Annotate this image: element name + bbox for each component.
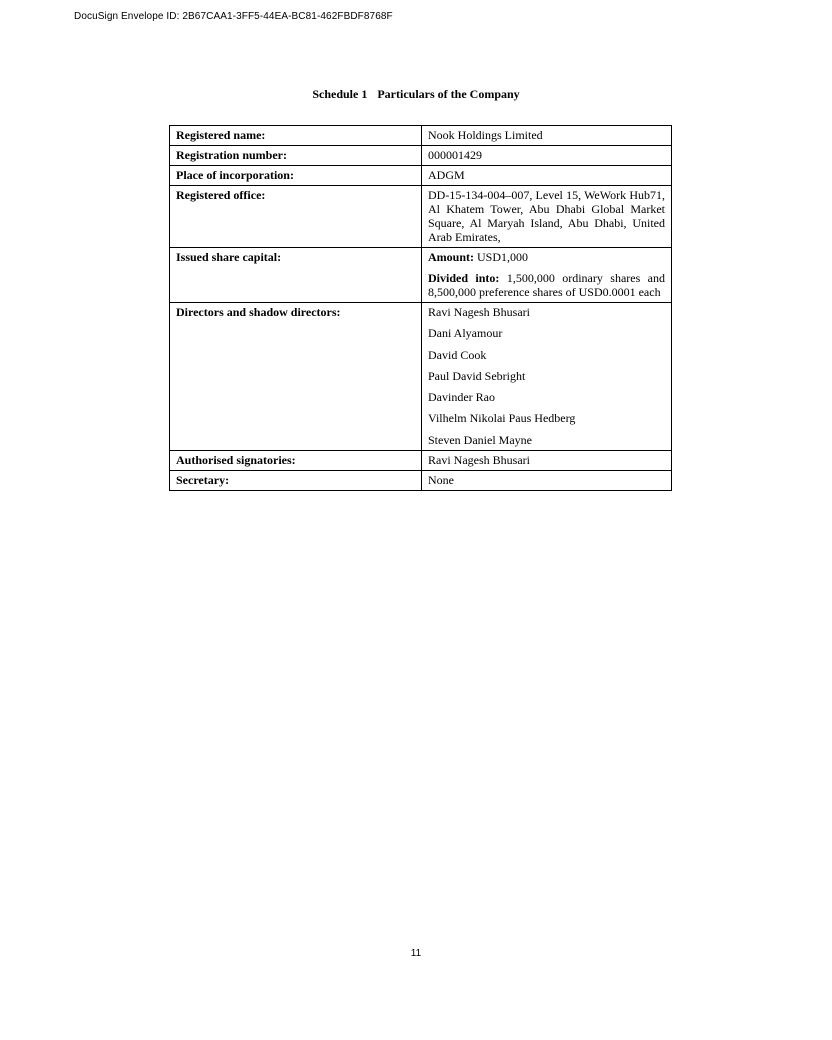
director-name: Steven Daniel Mayne — [428, 432, 532, 447]
page-number: 11 — [410, 948, 422, 959]
director-name: Dani Alyamour — [428, 326, 503, 341]
table-row-issued-share-capital — [170, 248, 672, 303]
authorised-signatories-value: Ravi Nagesh Bhusari — [422, 450, 672, 470]
table-row-secretary — [170, 470, 672, 490]
director-name: Ravi Nagesh Bhusari — [428, 305, 530, 319]
issued-share-capital-label: Issued share capital: — [170, 248, 422, 303]
share-division — [428, 271, 665, 299]
director-name: David Cook — [428, 347, 487, 362]
place-of-incorporation-label: Place of incorporation: — [170, 166, 422, 186]
schedule-title — [0, 87, 832, 102]
place-of-incorporation-value: ADGM — [422, 166, 672, 186]
director-name: Davinder Rao — [428, 390, 495, 405]
share-division-value: 1,500,000 ordinary shares and 8,500,000 preference shares of USD0.0001 each — [428, 271, 666, 299]
registration-number-label: Registration number: — [170, 146, 422, 166]
registered-office-value: DD-15-134-004–007, Level 15, WeWork Hub71, Al Khatem Tower, Abu Dhabi Global Market Square, Al Maryah Island, Abu Dhabi, United Arab Emirates, — [422, 186, 672, 248]
company-particulars-table — [169, 125, 672, 491]
table-row-authorised-signatories — [170, 450, 672, 470]
registration-number-value: 000001429 — [422, 146, 672, 166]
table-row-directors — [170, 303, 672, 451]
director-name: Vilhelm Nikolai Paus Hedberg — [428, 411, 576, 426]
directors-value — [422, 303, 672, 451]
issued-share-capital-value — [422, 248, 672, 303]
secretary-value: None — [422, 470, 672, 490]
schedule-number: Schedule 1 — [312, 87, 368, 101]
docusign-envelope-id: DocuSign Envelope ID: 2B67CAA1-3FF5-44EA-BC81-462FBDF8768F — [74, 11, 393, 22]
share-amount-label: Amount: — [428, 250, 475, 264]
share-division-label: Divided into: — [428, 271, 500, 285]
registered-name-value: Nook Holdings Limited — [422, 126, 672, 146]
director-name: Paul David Sebright — [428, 368, 526, 383]
table-row-registration-number — [170, 146, 672, 166]
secretary-label: Secretary: — [170, 470, 422, 490]
registered-office-label: Registered office: — [170, 186, 422, 248]
share-amount — [428, 250, 665, 264]
registered-name-label: Registered name: — [170, 126, 422, 146]
authorised-signatories-label: Authorised signatories: — [170, 450, 422, 470]
table-row-registered-office — [170, 186, 672, 248]
directors-label: Directors and shadow directors: — [170, 303, 422, 451]
table-row-registered-name — [170, 126, 672, 146]
schedule-heading: Particulars of the Company — [377, 87, 520, 101]
table-row-place-of-incorporation — [170, 166, 672, 186]
share-amount-value: USD1,000 — [477, 250, 529, 264]
